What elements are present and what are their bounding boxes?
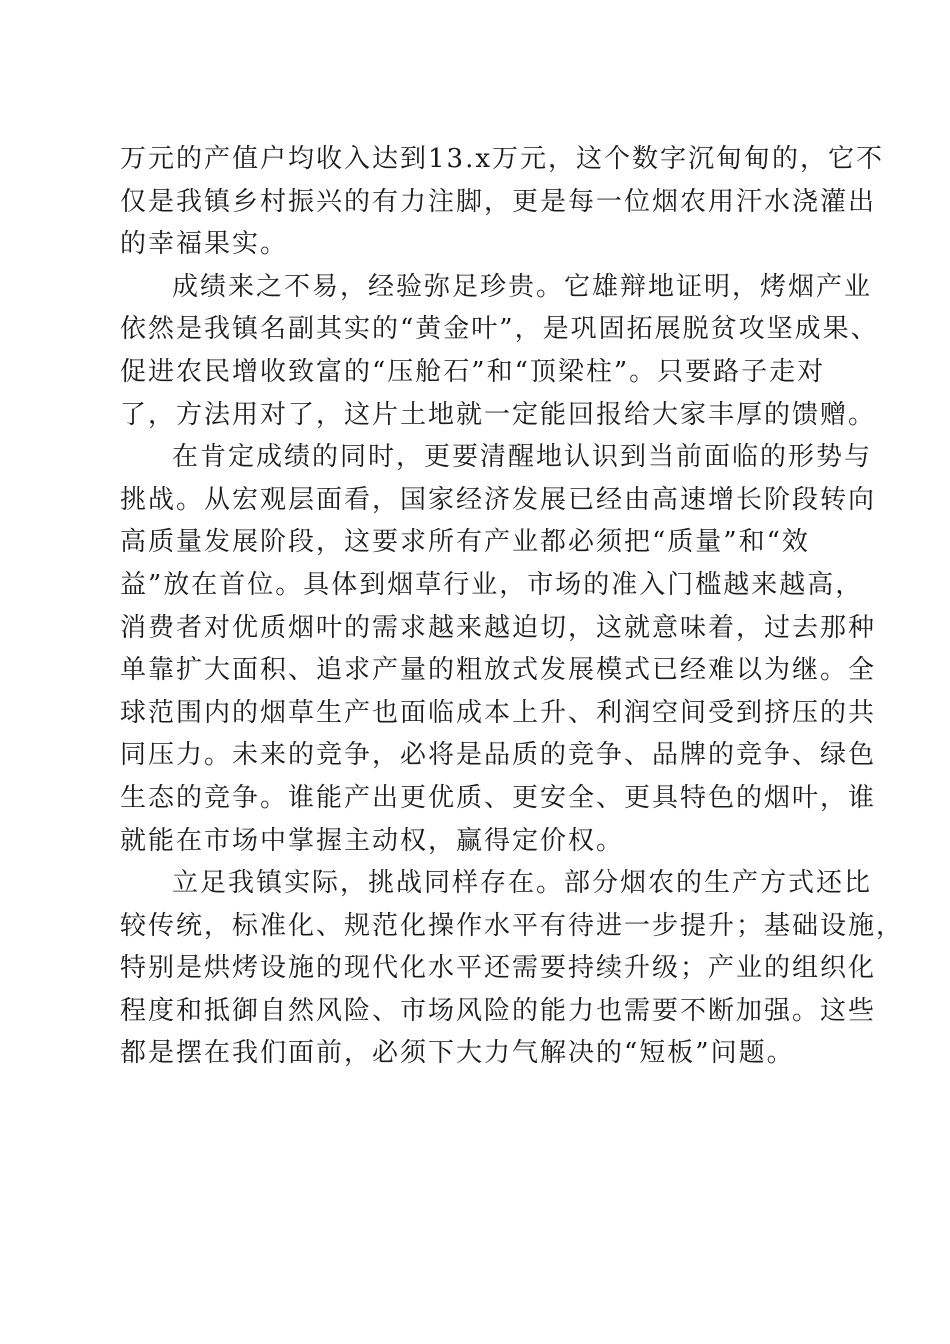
text-line: 仅是我镇乡村振兴的有力注脚，更是每一位烟农用汗水浇灌出 <box>120 186 877 217</box>
text-line: 成绩来之不易，经验弥足珍贵。它雄辩地证明，烤烟产业 <box>172 271 873 302</box>
text-line: 立足我镇实际，挑战同样存在。部分烟农的生产方式还比 <box>172 868 873 899</box>
text-line: 高质量发展阶段，这要求所有产业都必须把“质量”和“效 <box>120 527 810 558</box>
paragraph-4 <box>120 862 905 1075</box>
text-line: 单靠扩大面积、追求产量的粗放式发展模式已经难以为继。全 <box>120 655 877 686</box>
text-line: 程度和抵御自然风险、市场风险的能力也需要不断加强。这些 <box>120 995 877 1026</box>
text-line: 消费者对优质烟叶的需求越来越迫切，这就意味着，过去那种 <box>120 612 877 643</box>
text-line: 益”放在首位。具体到烟草行业，市场的准入门槛越来越高， <box>120 569 864 600</box>
text-line: 都是摆在我们面前，必须下大力气解决的“短板”问题。 <box>120 1038 795 1069</box>
text-line: 在肯定成绩的同时，更要清醒地认识到当前面临的形势与 <box>172 442 873 473</box>
text-line: 的幸福果实。 <box>120 229 289 260</box>
text-line: 依然是我镇名副其实的“黄金叶”，是巩固拓展脱贫攻坚成果、 <box>120 314 879 345</box>
text-line: 生态的竞争。谁能产出更优质、更安全、更具特色的烟叶，谁 <box>120 782 877 813</box>
text-line: 同压力。未来的竞争，必将是品质的竞争、品牌的竞争、绿色 <box>120 740 877 771</box>
text-line: 了，方法用对了，这片土地就一定能回报给大家丰厚的馈赠。 <box>120 399 877 430</box>
text-line: 促进农民增收致富的“压舱石”和“顶梁柱”。只要路子走对 <box>120 356 826 387</box>
text-line: 较传统，标准化、规范化操作水平有待进一步提升；基础设施， <box>120 910 905 941</box>
text-line: 万元的产值户均收入达到13.x万元，这个数字沉甸甸的，它不 <box>120 144 885 174</box>
paragraph-1 <box>120 138 885 266</box>
paragraph-3 <box>120 436 877 862</box>
text-line: 就能在市场中掌握主动权，赢得定价权。 <box>120 825 625 856</box>
paragraph-2 <box>120 266 879 436</box>
body-text <box>120 138 905 1075</box>
text-line: 特别是烘烤设施的现代化水平还需要持续升级；产业的组织化 <box>120 953 877 984</box>
text-line: 挑战。从宏观层面看，国家经济发展已经由高速增长阶段转向 <box>120 484 877 515</box>
text-line: 球范围内的烟草生产也面临成本上升、利润空间受到挤压的共 <box>120 697 877 728</box>
